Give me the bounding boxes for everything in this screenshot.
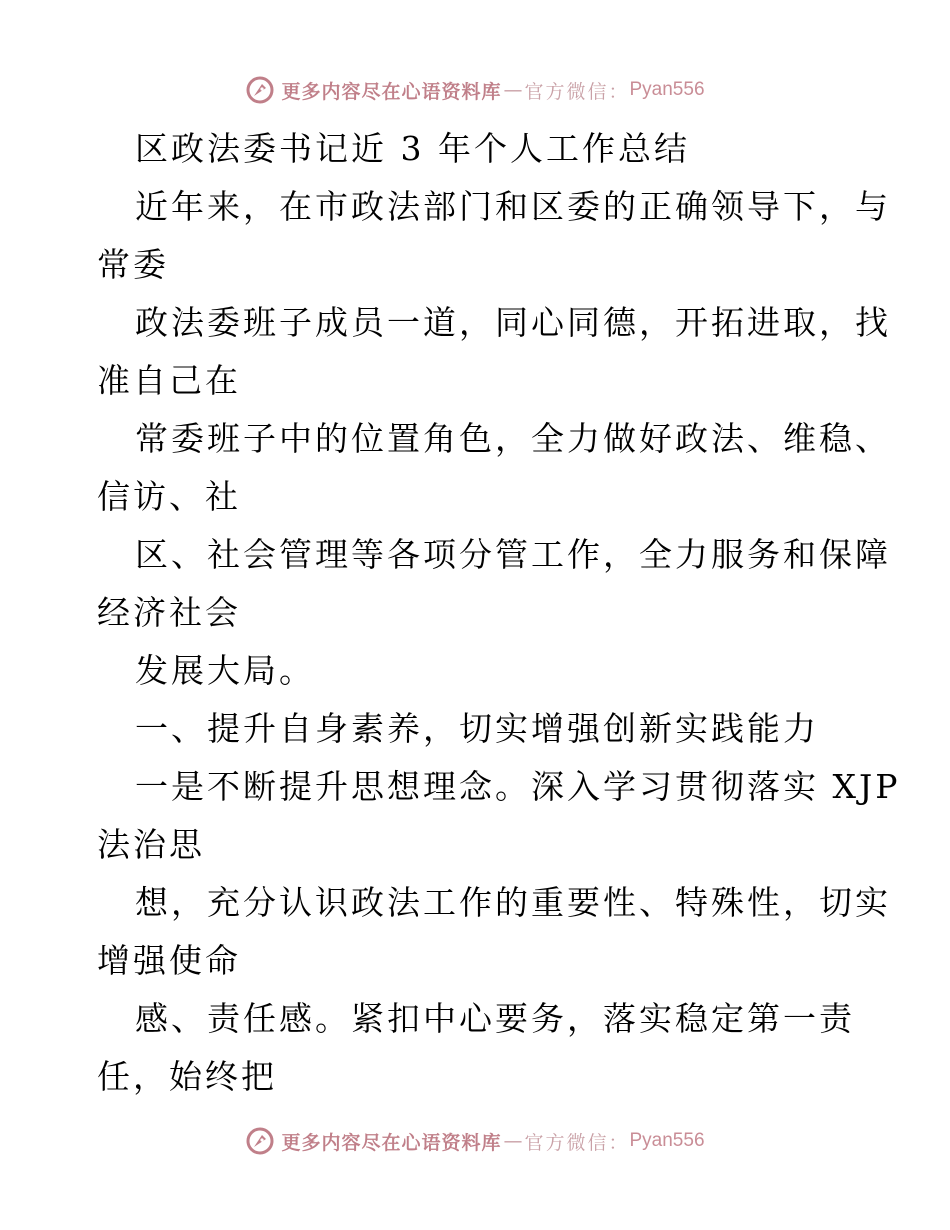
document-line: 近年来，在市政法部门和区委的正确领导下，与	[135, 187, 891, 226]
watermark-separator: —	[503, 79, 523, 101]
watermark-label: 官方微信：	[524, 80, 630, 103]
document-line: 区政法委书记近 3 年个人工作总结	[135, 129, 690, 168]
pen-nib-circle-icon	[245, 75, 275, 105]
document-line: 常委班子中的位置角色，全力做好政法、维稳、	[135, 419, 891, 458]
header-watermark	[0, 70, 950, 110]
document-line: 想，充分认识政法工作的重要性、特殊性，切实	[135, 883, 891, 922]
document-line: 信访、社	[97, 477, 241, 516]
watermark-label: 官方微信：	[524, 1131, 630, 1154]
watermark-wechat-id: Pyan556	[629, 79, 705, 100]
watermark-separator: —	[503, 1130, 523, 1152]
document-line: 政法委班子成员一道，同心同德，开拓进取，找	[135, 303, 891, 342]
document-line: 感、责任感。紧扣中心要务，落实稳定第一责	[135, 999, 855, 1038]
watermark-brand: 更多内容尽在心语资料库	[281, 1131, 502, 1154]
watermark-brand: 更多内容尽在心语资料库	[281, 80, 502, 103]
document-line: 经济社会	[97, 593, 241, 632]
pen-nib-circle-icon	[245, 1126, 275, 1156]
document-line: 一、提升自身素养，切实增强创新实践能力	[135, 709, 819, 748]
document-line: 法治思	[97, 825, 205, 864]
document-line: 区、社会管理等各项分管工作，全力服务和保障	[135, 535, 891, 574]
document-line: 发展大局。	[135, 651, 315, 690]
document-line: 常委	[97, 245, 169, 284]
document-line: 一是不断提升思想理念。深入学习贯彻落实 XJP	[135, 767, 901, 806]
document-line: 增强使命	[97, 941, 241, 980]
footer-watermark	[0, 1121, 950, 1161]
watermark-wechat-id: Pyan556	[629, 1130, 705, 1151]
document-line: 准自己在	[97, 361, 241, 400]
document-line: 任，始终把	[97, 1057, 277, 1096]
document-body	[97, 120, 901, 1106]
